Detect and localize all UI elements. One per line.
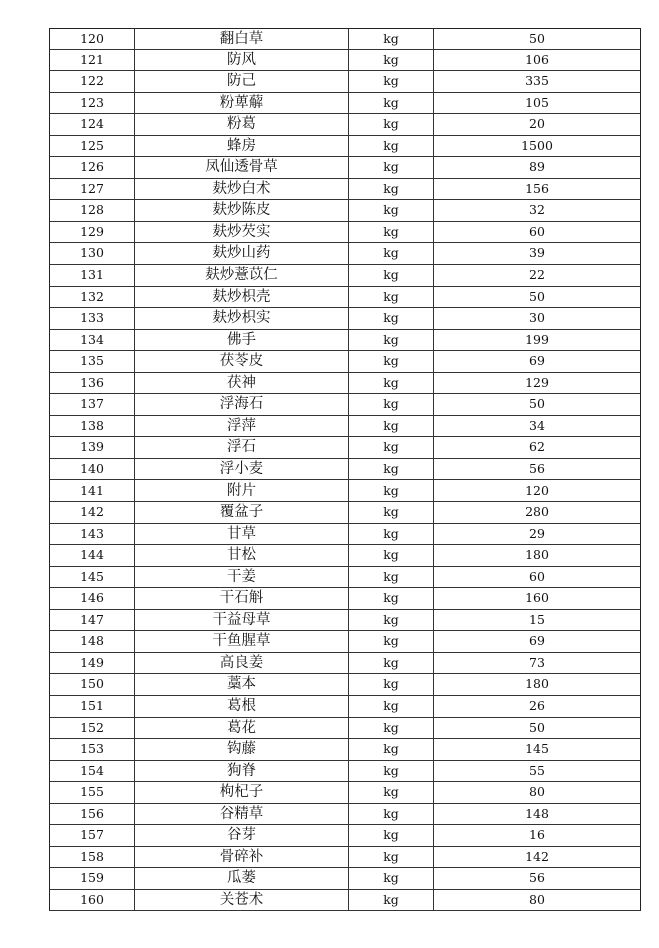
table-row <box>49 524 641 546</box>
table-row <box>49 330 641 352</box>
herb-name-cell: 麸炒枳实 <box>135 308 349 329</box>
quantity-cell: 106 <box>525 51 549 67</box>
row-number-cell: 137 <box>50 394 135 415</box>
quantity-cell: 60 <box>529 568 545 584</box>
herb-name-cell: 茯苓皮 <box>135 351 349 372</box>
row-number-cell: 145 <box>50 567 135 588</box>
quantity-cell: 89 <box>529 159 545 175</box>
row-number-cell: 124 <box>50 114 135 135</box>
herb-name-cell: 粉葛 <box>135 114 349 135</box>
herb-name-cell: 茯神 <box>135 373 349 394</box>
row-number-cell: 131 <box>50 265 135 286</box>
herb-name-cell: 覆盆子 <box>135 502 349 523</box>
quantity-cell: 335 <box>525 73 549 89</box>
unit-cell: kg <box>349 674 434 695</box>
quantity-cell: 145 <box>525 741 549 757</box>
quantity-cell: 80 <box>529 891 545 907</box>
unit-cell: kg <box>349 179 434 200</box>
herb-name-cell: 狗脊 <box>135 761 349 782</box>
row-number-cell: 153 <box>50 739 135 760</box>
herb-name-cell: 干姜 <box>135 567 349 588</box>
row-number-cell: 144 <box>50 545 135 566</box>
table-row <box>49 674 641 696</box>
quantity-cell: 32 <box>529 202 545 218</box>
unit-cell: kg <box>349 804 434 825</box>
row-number-cell: 156 <box>50 804 135 825</box>
row-number-cell: 148 <box>50 631 135 652</box>
unit-cell: kg <box>349 373 434 394</box>
unit-cell: kg <box>349 761 434 782</box>
unit-cell: kg <box>349 114 434 135</box>
quantity-cell: 80 <box>529 784 545 800</box>
herb-name-cell: 钩藤 <box>135 739 349 760</box>
herb-name-cell: 浮小麦 <box>135 459 349 480</box>
table-row <box>49 545 641 567</box>
quantity-cell: 50 <box>529 288 545 304</box>
herb-name-cell: 附片 <box>135 480 349 501</box>
quantity-cell: 180 <box>525 547 549 563</box>
quantity-cell: 50 <box>529 30 545 46</box>
row-number-cell: 160 <box>50 890 135 911</box>
unit-cell: kg <box>349 502 434 523</box>
table-row <box>49 610 641 632</box>
table-row <box>49 157 641 179</box>
quantity-cell: 105 <box>525 94 549 110</box>
herb-name-cell: 麸炒陈皮 <box>135 200 349 221</box>
row-number-cell: 123 <box>50 93 135 114</box>
unit-cell: kg <box>349 200 434 221</box>
quantity-cell: 120 <box>525 482 549 498</box>
herb-name-cell: 麸炒枳壳 <box>135 287 349 308</box>
row-number-cell: 120 <box>50 29 135 49</box>
row-number-cell: 142 <box>50 502 135 523</box>
row-number-cell: 155 <box>50 782 135 803</box>
unit-cell: kg <box>349 631 434 652</box>
quantity-cell: 69 <box>529 633 545 649</box>
row-number-cell: 125 <box>50 136 135 157</box>
table-row <box>49 804 641 826</box>
row-number-cell: 126 <box>50 157 135 178</box>
table-row <box>49 114 641 136</box>
table-row <box>49 416 641 438</box>
quantity-cell: 56 <box>529 870 545 886</box>
table-row <box>49 93 641 115</box>
quantity-cell: 160 <box>525 590 549 606</box>
quantity-cell: 15 <box>529 611 545 627</box>
row-number-cell: 158 <box>50 847 135 868</box>
table-row <box>49 459 641 481</box>
herb-name-cell: 佛手 <box>135 330 349 351</box>
table-row <box>49 782 641 804</box>
table-row <box>49 28 641 50</box>
quantity-cell: 156 <box>525 180 549 196</box>
unit-cell: kg <box>349 222 434 243</box>
table-row <box>49 71 641 93</box>
herb-name-cell: 高良姜 <box>135 653 349 674</box>
table-row <box>49 200 641 222</box>
herb-name-cell: 麸炒山药 <box>135 243 349 264</box>
herb-table <box>49 28 641 911</box>
unit-cell: kg <box>349 782 434 803</box>
unit-cell: kg <box>349 287 434 308</box>
herb-name-cell: 谷芽 <box>135 825 349 846</box>
table-row <box>49 50 641 72</box>
herb-name-cell: 翻白草 <box>135 29 349 49</box>
table-row <box>49 136 641 158</box>
table-row <box>49 718 641 740</box>
herb-name-cell: 凤仙透骨草 <box>135 157 349 178</box>
table-row <box>49 222 641 244</box>
herb-name-cell: 麸炒芡实 <box>135 222 349 243</box>
row-number-cell: 127 <box>50 179 135 200</box>
table-row <box>49 373 641 395</box>
unit-cell: kg <box>349 653 434 674</box>
table-row <box>49 265 641 287</box>
table-row <box>49 890 641 912</box>
row-number-cell: 147 <box>50 610 135 631</box>
row-number-cell: 132 <box>50 287 135 308</box>
unit-cell: kg <box>349 93 434 114</box>
quantity-cell: 69 <box>529 353 545 369</box>
herb-name-cell: 蜂房 <box>135 136 349 157</box>
unit-cell: kg <box>349 868 434 889</box>
quantity-cell: 55 <box>529 762 545 778</box>
row-number-cell: 129 <box>50 222 135 243</box>
quantity-cell: 50 <box>529 719 545 735</box>
unit-cell: kg <box>349 847 434 868</box>
quantity-cell: 129 <box>525 374 549 390</box>
unit-cell: kg <box>349 243 434 264</box>
row-number-cell: 146 <box>50 588 135 609</box>
herb-name-cell: 浮石 <box>135 437 349 458</box>
table-row <box>49 394 641 416</box>
quantity-cell: 50 <box>529 396 545 412</box>
row-number-cell: 122 <box>50 71 135 92</box>
herb-name-cell: 防风 <box>135 50 349 71</box>
table-row <box>49 825 641 847</box>
table-row <box>49 653 641 675</box>
herb-name-cell: 浮萍 <box>135 416 349 437</box>
unit-cell: kg <box>349 567 434 588</box>
unit-cell: kg <box>349 696 434 717</box>
unit-cell: kg <box>349 416 434 437</box>
unit-cell: kg <box>349 480 434 501</box>
herb-name-cell: 浮海石 <box>135 394 349 415</box>
unit-cell: kg <box>349 50 434 71</box>
unit-cell: kg <box>349 157 434 178</box>
row-number-cell: 130 <box>50 243 135 264</box>
unit-cell: kg <box>349 308 434 329</box>
table-row <box>49 480 641 502</box>
row-number-cell: 151 <box>50 696 135 717</box>
herb-name-cell: 干益母草 <box>135 610 349 631</box>
unit-cell: kg <box>349 437 434 458</box>
quantity-cell: 29 <box>529 525 545 541</box>
row-number-cell: 128 <box>50 200 135 221</box>
table-row <box>49 243 641 265</box>
table-row <box>49 502 641 524</box>
row-number-cell: 157 <box>50 825 135 846</box>
quantity-cell: 16 <box>529 827 545 843</box>
quantity-cell: 280 <box>525 504 549 520</box>
table-row <box>49 868 641 890</box>
table-row <box>49 761 641 783</box>
row-number-cell: 159 <box>50 868 135 889</box>
unit-cell: kg <box>349 524 434 545</box>
quantity-cell: 60 <box>529 223 545 239</box>
unit-cell: kg <box>349 825 434 846</box>
quantity-cell: 199 <box>525 331 549 347</box>
herb-name-cell: 枸杞子 <box>135 782 349 803</box>
table-row <box>49 847 641 869</box>
table-row <box>49 287 641 309</box>
row-number-cell: 135 <box>50 351 135 372</box>
herb-name-cell: 甘松 <box>135 545 349 566</box>
herb-name-cell: 葛根 <box>135 696 349 717</box>
unit-cell: kg <box>349 890 434 911</box>
row-number-cell: 136 <box>50 373 135 394</box>
unit-cell: kg <box>349 71 434 92</box>
quantity-cell: 73 <box>529 654 545 670</box>
table-row <box>49 179 641 201</box>
unit-cell: kg <box>349 739 434 760</box>
quantity-cell: 34 <box>529 417 545 433</box>
herb-name-cell: 藁本 <box>135 674 349 695</box>
herb-name-cell: 麸炒薏苡仁 <box>135 265 349 286</box>
unit-cell: kg <box>349 459 434 480</box>
herb-name-cell: 瓜蒌 <box>135 868 349 889</box>
herb-name-cell: 葛花 <box>135 718 349 739</box>
quantity-cell: 39 <box>529 245 545 261</box>
row-number-cell: 121 <box>50 50 135 71</box>
quantity-cell: 1500 <box>521 137 553 153</box>
quantity-cell: 22 <box>529 267 545 283</box>
unit-cell: kg <box>349 610 434 631</box>
unit-cell: kg <box>349 29 434 49</box>
row-number-cell: 133 <box>50 308 135 329</box>
row-number-cell: 140 <box>50 459 135 480</box>
quantity-cell: 20 <box>529 116 545 132</box>
table-row <box>49 588 641 610</box>
herb-name-cell: 干鱼腥草 <box>135 631 349 652</box>
herb-name-cell: 防己 <box>135 71 349 92</box>
table-row <box>49 696 641 718</box>
table-row <box>49 739 641 761</box>
unit-cell: kg <box>349 265 434 286</box>
herb-name-cell: 麸炒白术 <box>135 179 349 200</box>
herb-name-cell: 骨碎补 <box>135 847 349 868</box>
herb-name-cell: 关苍术 <box>135 890 349 911</box>
unit-cell: kg <box>349 136 434 157</box>
table-row <box>49 308 641 330</box>
row-number-cell: 134 <box>50 330 135 351</box>
quantity-cell: 56 <box>529 460 545 476</box>
quantity-cell: 26 <box>529 697 545 713</box>
quantity-cell: 62 <box>529 439 545 455</box>
row-number-cell: 152 <box>50 718 135 739</box>
unit-cell: kg <box>349 718 434 739</box>
unit-cell: kg <box>349 394 434 415</box>
row-number-cell: 138 <box>50 416 135 437</box>
herb-name-cell: 甘草 <box>135 524 349 545</box>
table-row <box>49 567 641 589</box>
table-row <box>49 437 641 459</box>
row-number-cell: 150 <box>50 674 135 695</box>
quantity-cell: 180 <box>525 676 549 692</box>
unit-cell: kg <box>349 588 434 609</box>
table-row <box>49 351 641 373</box>
row-number-cell: 154 <box>50 761 135 782</box>
quantity-cell: 30 <box>529 310 545 326</box>
row-number-cell: 149 <box>50 653 135 674</box>
unit-cell: kg <box>349 351 434 372</box>
herb-name-cell: 干石斛 <box>135 588 349 609</box>
table-row <box>49 631 641 653</box>
row-number-cell: 141 <box>50 480 135 501</box>
quantity-cell: 148 <box>525 805 549 821</box>
herb-name-cell: 谷精草 <box>135 804 349 825</box>
unit-cell: kg <box>349 545 434 566</box>
row-number-cell: 139 <box>50 437 135 458</box>
quantity-cell: 142 <box>525 848 549 864</box>
row-number-cell: 143 <box>50 524 135 545</box>
unit-cell: kg <box>349 330 434 351</box>
herb-name-cell: 粉萆薢 <box>135 93 349 114</box>
